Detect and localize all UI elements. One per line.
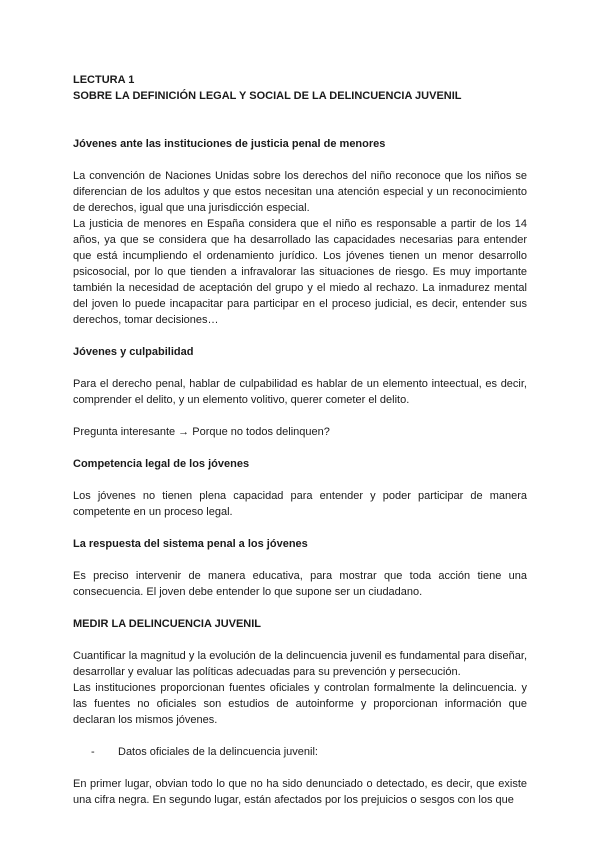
section-heading-culpabilidad: Jóvenes y culpabilidad [73, 346, 194, 358]
paragraph: Las instituciones proporcionan fuentes oficiales y controlan formalmente la delincuencia. y las fuentes no oficiales son estudios de autoinforme y proporcionan información que declaran los mismos jóvenes. [73, 682, 527, 726]
section-heading-medir: MEDIR LA DELINCUENCIA JUVENIL [73, 618, 262, 630]
paragraph: La convención de Naciones Unidas sobre los derechos del niño reconoce que los niños se diferencian de los adultos y que estos necesitan una atención especial y un reconocimiento de derechos, igual que una jurisdicción especial. [73, 170, 527, 214]
paragraph: Pregunta interesante → Porque no todos delinquen? [73, 426, 330, 438]
paragraph: Para el derecho penal, hablar de culpabilidad es hablar de un elemento inteectual, es decir, comprender el delito, y un elemento volitivo, querer cometer el delito. [73, 378, 527, 406]
lectura-label: LECTURA 1 [73, 74, 135, 86]
section-heading-competencia: Competencia legal de los jóvenes [73, 458, 250, 470]
section-heading-respuesta: La respuesta del sistema penal a los jóvenes [73, 538, 308, 550]
list-item-text: Datos oficiales de la delincuencia juvenil: [118, 746, 318, 758]
paragraph: En primer lugar, obvian todo lo que no ha sido denunciado o detectado, es decir, que existe una cifra negra. En segundo lugar, están afectados por los prejuicios o sesgos con los que [73, 778, 527, 806]
paragraph: La justicia de menores en España considera que el niño es responsable a partir de los 14 años, ya que se considera que ha desarrollado las capacidades necesarias para entender que está incumpliendo el ordenamiento jurídico. Los jóvenes tienen un menor desarrollo psicosocial, por lo que tienden a infravalorar las situaciones de riesgo. Es muy importante también la necesidad de aceptación del grupo y el miedo al rechazo. La inmadurez mental del joven lo puede incapacitar para participar en el proceso judicial, es decir, entender sus derechos, tomar decisiones… [73, 218, 527, 326]
paragraph: Los jóvenes no tienen plena capacidad para entender y poder participar de manera competente en un proceso legal. [73, 490, 527, 518]
document-page [73, 72, 527, 808]
bullet-dash: - [91, 746, 95, 758]
section-heading-instituciones: Jóvenes ante las instituciones de justicia penal de menores [73, 138, 386, 150]
document-title: SOBRE LA DEFINICIÓN LEGAL Y SOCIAL DE LA DELINCUENCIA JUVENIL [73, 90, 462, 102]
list-item [73, 744, 527, 760]
paragraph: Cuantificar la magnitud y la evolución de la delincuencia juvenil es fundamental para diseñar, desarrollar y evaluar las políticas adecuadas para su prevención y persecución. [73, 650, 527, 678]
paragraph: Es preciso intervenir de manera educativa, para mostrar que toda acción tiene una consecuencia. El joven debe entender lo que supone ser un ciudadano. [73, 570, 527, 598]
